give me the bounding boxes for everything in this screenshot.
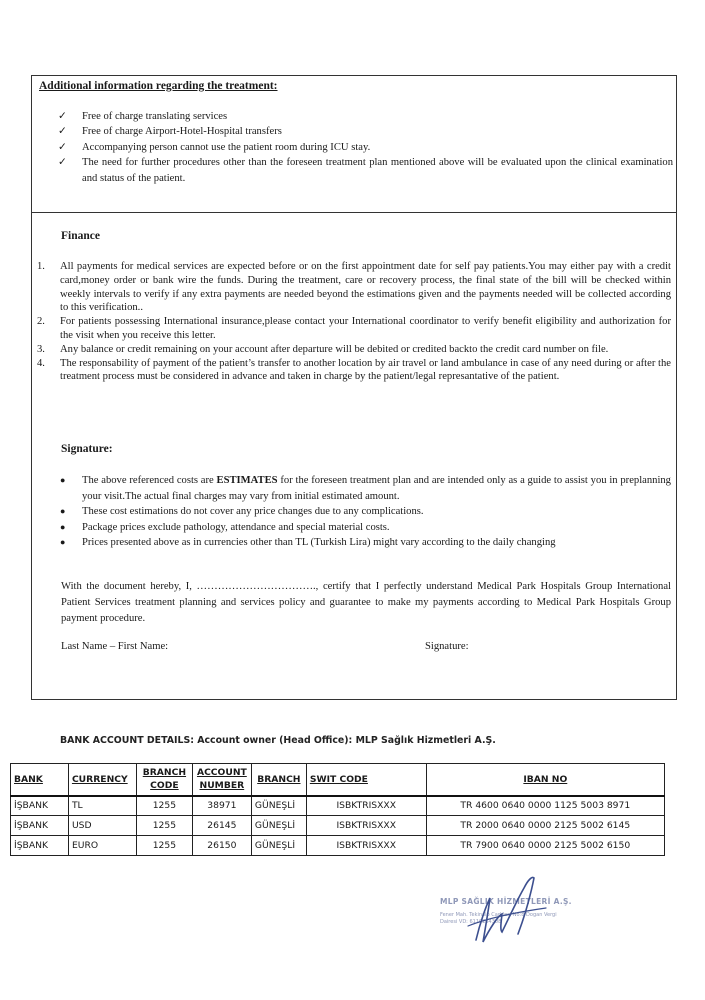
account-number-cell: 38971 [192,796,251,816]
signature-item: ● The above referenced costs are ESTIMATES for the foreseen treatment plan and are intended only as a guide to assist you in preplanning your visit.The actual final charges may vary from initial estimated amount. [58,473,671,504]
check-icon: ✓ [58,111,67,122]
bank-details-heading: BANK ACCOUNT DETAILS: Account owner (Head Office): MLP Sağlık Hizmetleri A.Ş. [60,735,496,746]
treatment-info-item: ✓ The need for further procedures other than the foreseen treatment plan mentioned above will be evaluated upon the clinical examination and status of the patient. [58,155,673,186]
treatment-info-list [58,109,673,186]
signature-item: ● Package prices exclude pathology, attendance and special material costs. [58,520,671,536]
check-icon: ✓ [58,141,67,153]
company-stamp-address: Fener Mah. Tekinalp Caddesi No:8 Dogan Vergi Dairesi VD: 6110264308 [440,912,557,925]
treatment-info-item: ✓ Free of charge Airport-Hotel-Hospital transfers [58,124,673,139]
table-row [11,796,665,816]
branch-cell: GÜNEŞLİ [251,796,306,816]
check-icon: ✓ [58,157,67,169]
bank-cell: İŞBANK [11,836,69,856]
finance-item: 4. The responsability of payment of the patient’s transfer to another location by air travel or land ambulance in case of any need during or after the treatment process must be considered in advance and taken in charge by the patient/legal represantative of the patient. [37,357,671,383]
certification-text: With the document hereby, I, ……………………………., certify that I perfectly understand Medical Park Hospitals Group International Patient Services treatment planning and services policy and guarantee to make my payments according to Medical Park Hospitals Group payment procedure. [61,581,671,624]
bank-cell: İŞBANK [11,796,69,816]
branch-cell: GÜNEŞLİ [251,816,306,836]
signature-list [58,473,671,551]
col-header-currency: CURRENCY [68,764,136,796]
swift-code-cell: ISBKTRISXXX [306,816,426,836]
check-icon: ✓ [58,126,67,138]
finance-item: 2. For patients possessing International insurance,please contact your International coordinator to verify benefit eligibility and authorization for the visit when you receive this letter. [37,316,671,341]
account-number-cell: 26150 [192,836,251,856]
section-divider [32,212,676,213]
branch-code-cell: 1255 [136,816,192,836]
swift-code-cell: ISBKTRISXXX [306,796,426,816]
col-header-iban: IBAN NO [426,764,664,796]
account-number-cell: 26145 [192,816,251,836]
table-row [11,836,665,856]
finance-list [37,260,671,384]
signature-stroke [476,877,534,942]
bullet-icon: ● [60,475,66,485]
table-header-row [11,764,665,796]
estimates-emphasis: ESTIMATES [216,475,278,486]
swift-code-cell: ISBKTRISXXX [306,836,426,856]
terms-frame [31,75,677,700]
treatment-info-item: ✓ Free of charge translating services [58,109,673,124]
currency-cell: USD [68,816,136,836]
branch-code-cell: 1255 [136,796,192,816]
handwritten-signature [428,868,588,948]
signature-item: ● These cost estimations do not cover any price changes due to any complications. [58,504,671,520]
signature-label: Signature: [425,641,469,652]
bank-cell: İŞBANK [11,816,69,836]
table-row [11,816,665,836]
branch-cell: GÜNEŞLİ [251,836,306,856]
col-header-swift-code: SWIT CODE [306,764,426,796]
finance-item: 1. All payments for medical services are expected before or on the first appointment date for self pay patients.You may either pay with a credit card,money order or bank wire the funds. During the treatment, care or recovery process, the final state of the bill will be checked within weekly intervals to verify if any extra payments are needed beyond the estimations given and the payments needed will be collected according to this verification.. [37,261,671,314]
bullet-icon: ● [60,537,66,548]
signature-item: ● Prices presented above as in currencies other than TL (Turkish Lira) might vary according to the daily changing [58,535,671,551]
iban-cell: TR 7900 0640 0000 2125 5002 6150 [426,836,664,856]
currency-cell: EURO [68,836,136,856]
col-header-account-number: ACCOUNT NUMBER [192,764,251,796]
bullet-icon: ● [60,521,66,532]
bank-account-table [10,763,665,856]
iban-cell: TR 4600 0640 0000 1125 5003 8971 [426,796,664,816]
currency-cell: TL [68,796,136,816]
finance-title: Finance [61,230,100,242]
company-stamp-name: MLP SAĞLIK HİZMETLERİ A.Ş. [440,897,572,906]
signature-title: Signature: [61,443,113,455]
col-header-bank: BANK [11,764,69,796]
iban-cell: TR 2000 0640 0000 2125 5002 6145 [426,816,664,836]
last-name-label: Last Name – First Name: [61,641,169,652]
bullet-icon: ● [60,506,66,517]
finance-item: 3. Any balance or credit remaining on your account after departure will be debited or credited backto the credit card number on file. [37,343,609,355]
col-header-branch: BRANCH [251,764,306,796]
col-header-branch-code: BRANCH CODE [136,764,192,796]
treatment-info-item: ✓ Accompanying person cannot use the patient room during ICU stay. [58,140,673,155]
treatment-info-title: Additional information regarding the treatment: [39,80,278,92]
branch-code-cell: 1255 [136,836,192,856]
